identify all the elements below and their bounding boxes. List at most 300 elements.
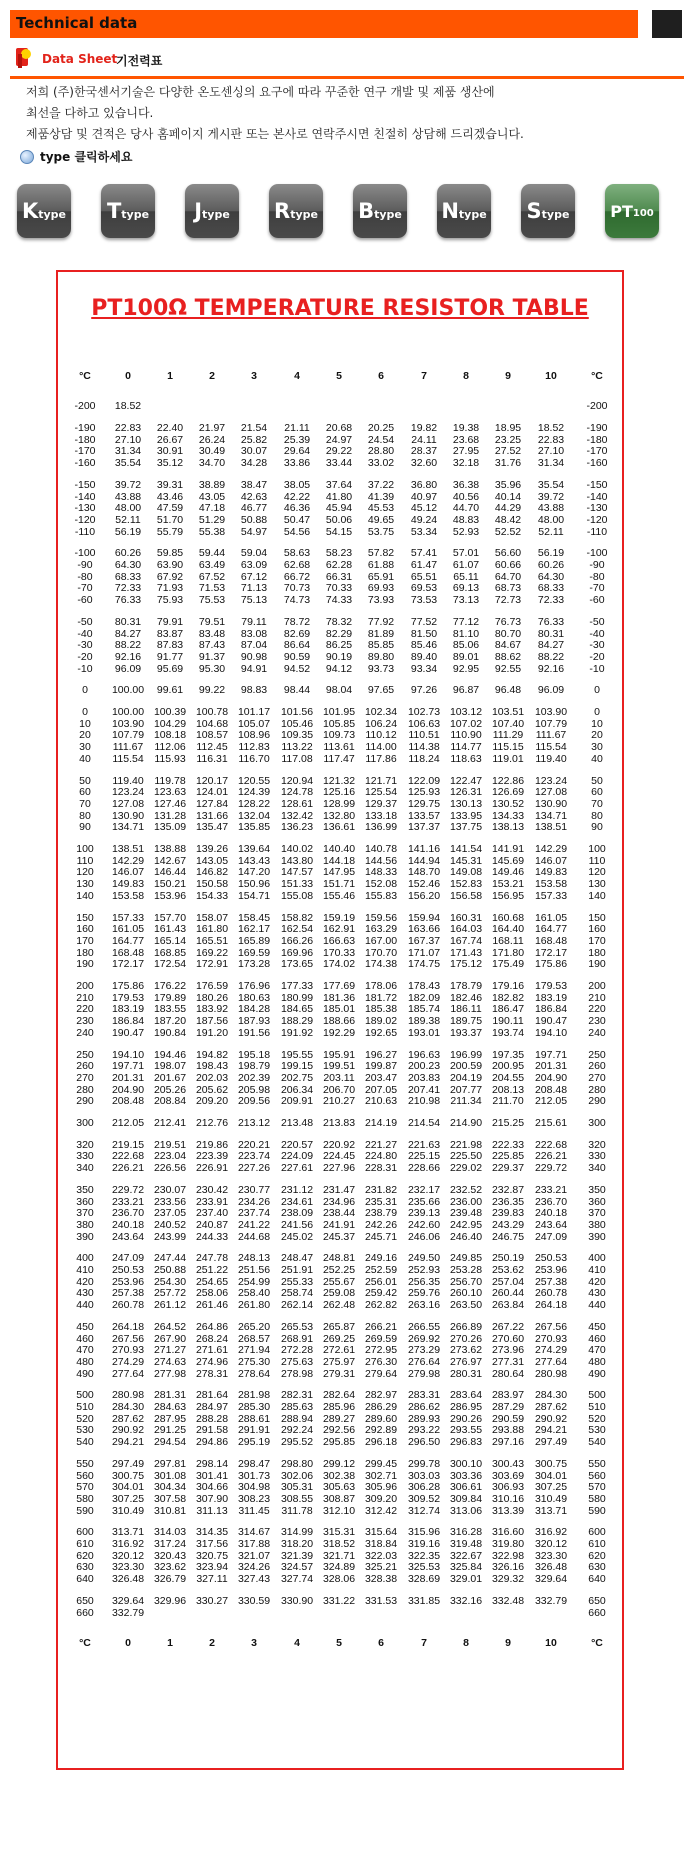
table-cell: 207.05	[364, 1083, 398, 1096]
table-cell: 118.24	[408, 752, 440, 765]
table-cell: 168.48	[111, 946, 145, 959]
table-cell: 52.11	[538, 525, 564, 538]
table-cell: 81.50	[410, 627, 438, 640]
table-cell: 137.37	[407, 821, 441, 834]
type-button-sub: type	[374, 207, 402, 221]
table-cell: 222.33	[491, 1138, 525, 1151]
table-cell: 81.10	[452, 627, 480, 640]
row-temp-left: 50	[79, 774, 91, 787]
table-cell: 67.52	[198, 570, 226, 583]
table-cell: 175.86	[111, 980, 145, 992]
table-cell: 313.39	[491, 1504, 525, 1517]
row-temp-right: 540	[588, 1436, 606, 1449]
row-temp-left: -20	[77, 650, 93, 663]
table-cell: 138.51	[111, 843, 145, 855]
table-cell: 64.30	[114, 559, 142, 571]
table-cell: 248.81	[322, 1252, 356, 1265]
table-cell: 295.85	[322, 1436, 356, 1449]
table-cell: 259.08	[322, 1287, 356, 1300]
table-cell: 232.52	[449, 1183, 483, 1196]
table-cell: 150.21	[153, 878, 187, 891]
table-cell: 99.22	[198, 684, 226, 697]
table-cell: 39.72	[537, 490, 565, 503]
table-footer-col: 8	[463, 1636, 469, 1649]
table-cell: 270.60	[491, 1332, 525, 1345]
row-temp-right: 240	[588, 1026, 606, 1039]
table-title: PT100Ω TEMPERATURE RESISTOR TABLE	[91, 296, 589, 321]
table-cell: 37.22	[367, 478, 395, 491]
table-cell: 246.40	[449, 1230, 483, 1243]
table-cell: 154.71	[237, 889, 271, 902]
table-cell: 40.14	[494, 490, 522, 503]
table-cell: 143.05	[195, 854, 229, 867]
table-cell: 329.64	[111, 1594, 145, 1607]
type-button-sub: type	[541, 207, 570, 221]
table-cell: 126.69	[491, 786, 525, 799]
table-cell: 313.71	[534, 1504, 568, 1517]
table-cell: 70.33	[325, 582, 353, 595]
table-cell: 307.58	[153, 1492, 187, 1505]
row-temp-right: 580	[588, 1492, 606, 1505]
table-cell: 45.53	[367, 502, 395, 515]
row-temp-left: 40	[79, 752, 91, 765]
table-cell: 138.13	[491, 821, 525, 834]
table-cell: 125.54	[364, 786, 398, 799]
table-cell: 24.54	[367, 433, 395, 446]
table-footer-col: 9	[505, 1636, 511, 1649]
table-cell: 332.79	[534, 1594, 568, 1607]
row-temp-left: 560	[76, 1469, 94, 1482]
type-button-sub: type	[290, 207, 318, 221]
table-cell: 174.75	[407, 958, 441, 971]
table-cell: 149.83	[534, 866, 568, 879]
table-cell: 231.47	[322, 1183, 356, 1196]
table-cell: 326.79	[153, 1573, 187, 1586]
table-cell: 299.45	[364, 1457, 398, 1470]
table-cell: 269.25	[322, 1332, 356, 1345]
table-cell: 213.83	[322, 1117, 356, 1129]
table-cell: 52.52	[494, 525, 522, 538]
table-cell: 213.12	[237, 1117, 271, 1129]
table-cell: 64.30	[537, 570, 565, 583]
table-cell: 177.33	[280, 980, 314, 992]
table-cell: 277.31	[491, 1355, 525, 1368]
table-cell: 328.69	[407, 1573, 441, 1586]
table-cell: 48.83	[452, 513, 480, 526]
table-cell: 259.76	[407, 1287, 441, 1300]
table-cell: 214.19	[364, 1117, 398, 1129]
table-cell: 266.89	[449, 1320, 483, 1333]
table-cell: 76.33	[114, 594, 142, 607]
table-cell: 123.24	[534, 774, 568, 787]
table-cell: 92.95	[452, 662, 480, 675]
table-header-col: 7	[421, 370, 427, 382]
table-cell: 46.77	[240, 502, 268, 515]
table-cell: 140.02	[280, 843, 314, 855]
table-cell: 179.16	[491, 980, 525, 992]
type-button-letter: T	[106, 199, 122, 223]
table-cell: 61.07	[452, 559, 480, 571]
table-cell: 205.62	[195, 1083, 229, 1096]
row-temp-left: 620	[76, 1549, 94, 1562]
type-button-sub: type	[38, 207, 67, 221]
table-cell: 238.79	[364, 1207, 398, 1220]
table-cell: 122.86	[491, 774, 525, 787]
table-cell: 75.13	[240, 594, 268, 607]
row-temp-left: 400	[76, 1252, 94, 1265]
table-cell: 101.56	[280, 706, 314, 718]
table-cell: 173.65	[280, 958, 314, 971]
table-cell: 109.73	[322, 729, 356, 742]
row-temp-left: 240	[76, 1026, 94, 1039]
table-cell: 63.49	[198, 559, 226, 571]
table-cell: 26.67	[156, 433, 184, 446]
table-cell: 187.20	[153, 1015, 187, 1028]
table-cell: 233.56	[153, 1195, 187, 1208]
table-cell: 127.08	[534, 786, 568, 799]
row-temp-right: 30	[591, 741, 603, 754]
table-cell: 329.01	[449, 1573, 483, 1586]
table-cell: 222.68	[534, 1138, 568, 1151]
table-cell: 203.11	[323, 1071, 355, 1084]
table-cell: 299.78	[407, 1457, 441, 1470]
row-temp-right: 320	[588, 1138, 606, 1151]
table-cell: 27.10	[537, 445, 565, 458]
row-temp-left: 230	[76, 1015, 94, 1028]
table-cell: 261.12	[153, 1299, 187, 1312]
table-cell: 247.09	[534, 1230, 568, 1243]
table-cell: 280.98	[111, 1389, 145, 1402]
table-cell: 146.07	[111, 866, 145, 879]
table-cell: 56.19	[537, 547, 565, 560]
row-temp-right: 420	[588, 1275, 606, 1288]
table-cell: 125.93	[407, 786, 441, 799]
table-cell: 109.35	[280, 729, 314, 742]
table-cell: 264.18	[534, 1299, 568, 1312]
table-cell: 307.25	[111, 1492, 145, 1505]
table-cell: 189.38	[407, 1015, 441, 1028]
table-cell: 67.12	[240, 570, 268, 583]
table-cell: 196.63	[407, 1048, 441, 1061]
row-temp-right: 560	[588, 1469, 606, 1482]
table-cell: 94.12	[325, 662, 353, 675]
table-cell: 22.83	[537, 433, 565, 446]
row-temp-left: 160	[76, 923, 94, 936]
table-cell: 227.61	[280, 1162, 314, 1175]
table-cell: 101.95	[322, 706, 356, 718]
row-temp-right: 400	[588, 1252, 606, 1265]
table-cell: 43.88	[537, 502, 565, 515]
table-cell: 301.73	[237, 1469, 271, 1482]
table-cell: 282.31	[280, 1389, 314, 1402]
table-cell: 238.44	[322, 1207, 356, 1220]
row-temp-left: 580	[76, 1492, 94, 1505]
table-cell: 135.47	[195, 821, 229, 834]
row-temp-right: 130	[588, 878, 606, 891]
table-cell: 102.34	[364, 706, 398, 718]
table-cell: 310.49	[534, 1492, 568, 1505]
table-cell: 276.30	[364, 1355, 398, 1368]
table-cell: 172.17	[534, 946, 568, 959]
table-cell: 289.93	[407, 1412, 441, 1425]
table-cell: 19.38	[452, 422, 480, 434]
table-cell: 242.26	[364, 1218, 398, 1231]
row-temp-right: -190	[586, 422, 608, 434]
table-cell: 249.50	[407, 1252, 441, 1265]
table-cell: 19.82	[410, 422, 438, 434]
row-temp-left: -80	[77, 570, 93, 583]
table-cell: 220.92	[322, 1138, 356, 1151]
table-cell: 76.33	[537, 615, 565, 628]
table-cell: 270.93	[111, 1344, 145, 1357]
table-cell: 80.31	[114, 615, 142, 628]
row-temp-right: 350	[588, 1183, 606, 1196]
table-cell: 245.71	[364, 1230, 398, 1243]
table-cell: 51.70	[156, 513, 184, 526]
table-cell: 212.76	[195, 1117, 229, 1129]
table-cell: 220.21	[237, 1138, 271, 1151]
table-cell: 201.67	[153, 1071, 187, 1084]
table-cell: 199.87	[364, 1060, 398, 1073]
table-header-col: 9	[505, 370, 511, 382]
row-temp-right: 660	[588, 1606, 606, 1619]
table-cell: 274.96	[195, 1355, 229, 1368]
row-temp-left: 120	[76, 866, 94, 879]
table-cell: 298.80	[280, 1457, 314, 1470]
row-temp-right: 480	[588, 1355, 606, 1368]
row-temp-left: -170	[74, 445, 96, 458]
table-cell: 225.85	[491, 1150, 525, 1163]
table-cell: 195.91	[322, 1048, 356, 1061]
row-temp-right: 370	[588, 1207, 606, 1220]
table-cell: 329.32	[491, 1573, 525, 1586]
table-cell: 325.21	[364, 1561, 398, 1574]
table-cell: 267.90	[153, 1332, 187, 1345]
table-cell: 55.38	[198, 525, 226, 538]
table-cell: 230.07	[153, 1183, 187, 1196]
table-cell: 210.27	[322, 1095, 356, 1108]
row-temp-left: 280	[76, 1083, 94, 1096]
row-temp-right: -110	[586, 525, 608, 538]
type-button-sub: type	[202, 207, 230, 221]
row-temp-right: 200	[588, 980, 606, 992]
row-temp-left: 650	[76, 1594, 94, 1607]
table-cell: 214.54	[407, 1117, 441, 1129]
table-cell: 197.35	[491, 1048, 525, 1061]
row-temp-right: 650	[588, 1594, 606, 1607]
table-cell: 75.93	[156, 594, 184, 607]
table-cell: 111.67	[112, 741, 144, 754]
table-cell: 72.33	[114, 582, 142, 595]
table-cell: 272.61	[322, 1344, 356, 1357]
table-cell: 150.58	[195, 878, 229, 891]
table-cell: 170.33	[322, 946, 356, 959]
table-header-col: 2	[209, 370, 215, 382]
table-cell: 272.28	[280, 1344, 314, 1357]
row-temp-right: 530	[588, 1424, 606, 1437]
table-cell: 319.48	[449, 1538, 483, 1550]
table-cell: 210.63	[364, 1095, 398, 1108]
table-cell: 314.99	[280, 1526, 314, 1539]
table-cell: 256.70	[449, 1275, 483, 1288]
table-cell: 245.37	[322, 1230, 356, 1243]
table-cell: 155.83	[364, 889, 398, 902]
table-cell: 300.75	[534, 1457, 568, 1470]
table-cell: 121.71	[364, 774, 398, 787]
table-cell: 231.82	[364, 1183, 398, 1196]
table-cell: 231.12	[280, 1183, 314, 1196]
table-cell: 287.95	[153, 1412, 187, 1425]
row-temp-left: 440	[76, 1299, 94, 1312]
table-cell: 283.31	[407, 1389, 441, 1402]
table-cell: 165.89	[237, 934, 271, 947]
table-cell: 247.09	[111, 1252, 145, 1265]
table-cell: 21.54	[240, 422, 268, 434]
table-cell: 177.69	[322, 980, 356, 992]
table-cell: 277.64	[111, 1367, 145, 1380]
table-cell: 63.90	[156, 559, 184, 571]
table-cell: 84.67	[494, 639, 522, 652]
row-temp-left: 290	[76, 1095, 94, 1108]
table-cell: 84.27	[114, 627, 142, 640]
table-footer-unit-right: °C	[591, 1636, 603, 1649]
row-temp-left: -150	[74, 478, 96, 491]
table-cell: 164.77	[111, 934, 145, 947]
row-temp-right: -130	[586, 502, 608, 515]
table-cell: 296.18	[364, 1436, 398, 1449]
row-temp-left: 10	[79, 717, 91, 730]
table-cell: 183.55	[153, 1003, 187, 1016]
table-cell: 35.54	[537, 478, 565, 491]
table-cell: 320.43	[153, 1549, 187, 1562]
table-cell: 251.56	[237, 1264, 271, 1276]
table-cell: 112.45	[196, 741, 228, 754]
table-cell: 18.52	[537, 422, 565, 434]
table-cell: 307.25	[534, 1481, 568, 1494]
table-cell: 303.36	[449, 1469, 483, 1482]
table-cell: 318.52	[322, 1538, 356, 1550]
table-cell: 244.68	[237, 1230, 271, 1243]
table-cell: 172.54	[153, 958, 187, 971]
table-cell: 228.66	[407, 1162, 441, 1175]
table-cell: 322.35	[407, 1549, 441, 1562]
table-cell: 206.70	[322, 1083, 356, 1096]
row-temp-left: 60	[79, 786, 91, 799]
table-cell: 71.53	[198, 582, 226, 595]
row-temp-left: 450	[76, 1320, 94, 1333]
table-cell: 117.86	[365, 752, 397, 765]
row-temp-left: 90	[79, 821, 91, 834]
table-cell: 38.47	[240, 478, 268, 491]
table-cell: 331.53	[364, 1594, 398, 1607]
table-cell: 18.52	[114, 400, 142, 412]
table-cell: 162.54	[280, 923, 314, 936]
row-temp-left: 640	[76, 1573, 94, 1586]
table-header-col: 8	[463, 370, 469, 382]
row-temp-left: 220	[76, 1003, 94, 1016]
table-cell: 71.13	[240, 582, 268, 595]
table-cell: 327.43	[237, 1573, 271, 1586]
table-cell: 183.19	[534, 991, 568, 1004]
table-cell: 191.20	[195, 1026, 229, 1039]
table-cell: 45.94	[325, 502, 353, 515]
table-cell: 87.43	[198, 639, 226, 652]
row-temp-left: 110	[76, 854, 94, 867]
row-temp-left: 530	[76, 1424, 94, 1437]
table-cell: 58.63	[283, 547, 311, 560]
table-cell: 176.59	[195, 980, 229, 992]
table-cell: 128.61	[280, 797, 314, 810]
table-cell: 284.97	[195, 1401, 229, 1413]
row-temp-right: 0	[594, 706, 600, 718]
table-cell: 296.83	[449, 1436, 483, 1449]
table-cell: 314.35	[195, 1526, 229, 1539]
table-cell: 179.53	[534, 980, 568, 992]
row-temp-left: 370	[76, 1207, 94, 1220]
table-cell: 194.10	[111, 1048, 145, 1061]
table-cell: 257.38	[111, 1287, 145, 1300]
table-cell: 328.38	[364, 1573, 398, 1586]
table-cell: 64.70	[494, 570, 522, 583]
table-cell: 319.80	[491, 1538, 525, 1550]
table-cell: 257.38	[534, 1275, 568, 1288]
table-cell: 192.65	[364, 1026, 398, 1039]
table-cell: 144.56	[364, 854, 398, 867]
type-button-letter: S	[526, 199, 542, 223]
table-cell: 148.33	[364, 866, 398, 879]
table-cell: 308.55	[280, 1492, 314, 1505]
table-cell: 258.74	[280, 1287, 314, 1300]
table-cell: 54.15	[325, 525, 353, 538]
row-temp-right: -180	[586, 433, 608, 446]
table-cell: 133.57	[407, 809, 441, 822]
table-cell: 56.60	[494, 547, 522, 560]
table-cell: 89.80	[367, 650, 395, 663]
table-cell: 141.54	[449, 843, 483, 855]
table-cell: 83.08	[240, 627, 268, 640]
row-temp-left: 500	[76, 1389, 94, 1402]
table-cell: 128.99	[322, 797, 356, 810]
row-temp-right: 120	[588, 866, 606, 879]
table-cell: 330.59	[237, 1594, 271, 1607]
row-temp-right: 280	[588, 1083, 606, 1096]
table-cell: 117.47	[323, 752, 355, 765]
table-cell: 160.31	[449, 911, 483, 924]
table-cell: 247.78	[195, 1252, 229, 1265]
row-temp-left: 30	[79, 741, 91, 754]
table-cell: 110.51	[408, 729, 440, 742]
row-temp-right: 110	[588, 854, 606, 867]
type-button-letter: J	[194, 199, 203, 223]
table-footer-col: 7	[421, 1636, 427, 1649]
table-cell: 236.70	[534, 1195, 568, 1208]
table-cell: 275.30	[237, 1355, 271, 1368]
table-cell: 288.61	[237, 1412, 271, 1425]
table-cell: 243.64	[111, 1230, 145, 1243]
table-cell: 307.90	[195, 1492, 229, 1505]
table-cell: 124.39	[237, 786, 271, 799]
table-cell: 186.84	[534, 1003, 568, 1016]
table-cell: 306.28	[407, 1481, 441, 1494]
table-cell: 292.89	[364, 1424, 398, 1437]
table-cell: 120.17	[195, 774, 229, 787]
row-temp-left: 610	[76, 1538, 94, 1550]
row-temp-right: 230	[588, 1015, 606, 1028]
table-cell: 92.16	[114, 650, 142, 663]
table-cell: 314.67	[237, 1526, 271, 1539]
row-temp-left: -100	[74, 547, 96, 560]
table-cell: 318.84	[364, 1538, 398, 1550]
